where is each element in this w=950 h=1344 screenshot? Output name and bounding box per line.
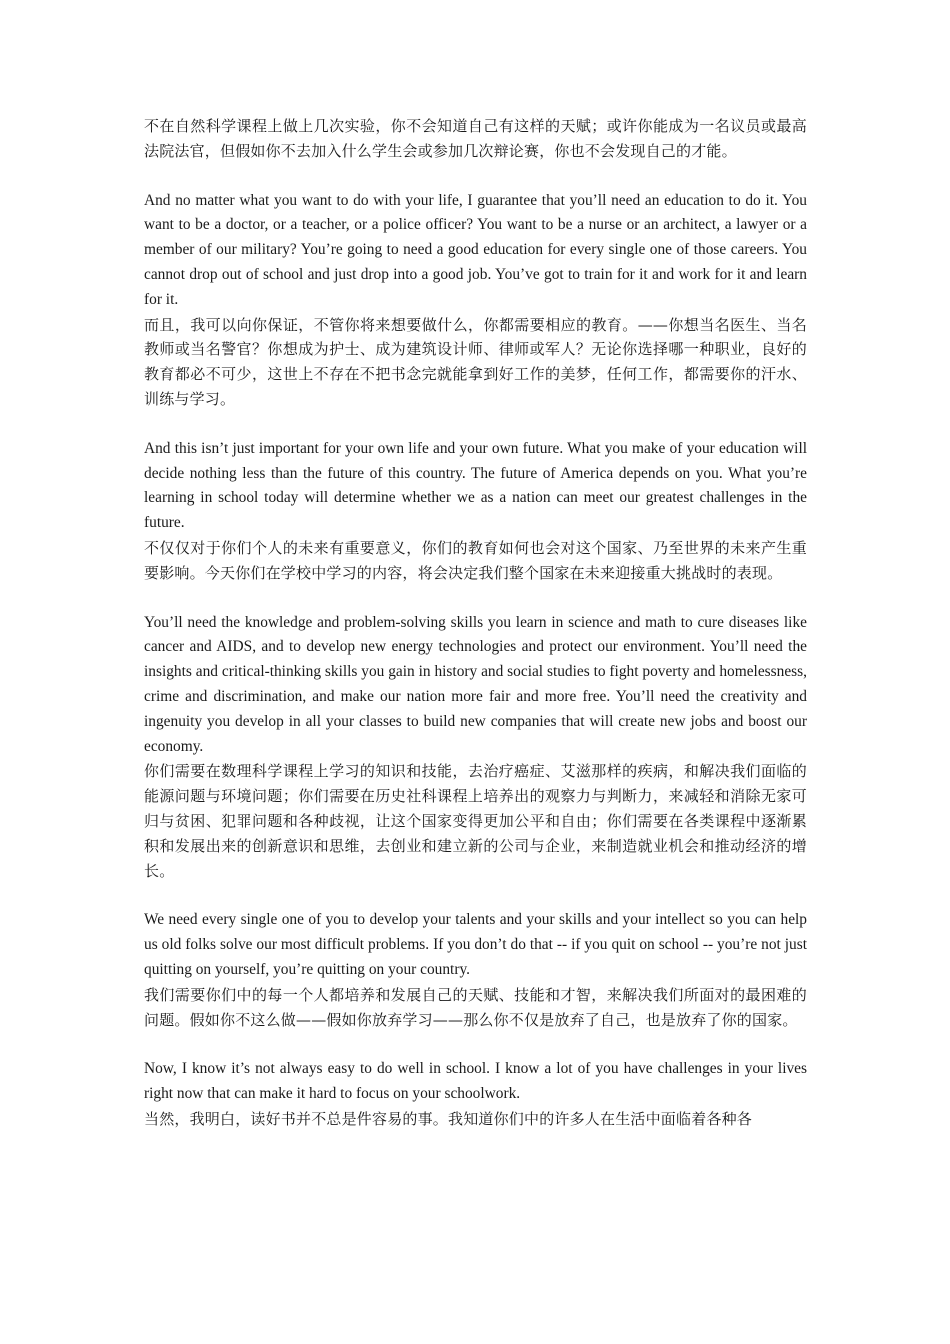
paragraph-english: We need every single one of you to develop your talents and your skills and your intellect so you can help us old folks solve our most difficult problems. If you don’t do that -- if you quit on school -- you’re not just quitting on yourself, you’re quitting on your country. [144,911,807,978]
paragraph-block-5 [144,908,807,1032]
paragraph-block-4 [144,611,807,884]
paragraph-english: And no matter what you want to do with your life, I guarantee that you’ll need an education to do it. You want to be a doctor, or a teacher, or a police officer? You want to be a nurse or an architect, a lawyer or a member of our military? You’re going to need a good education for every single one of those careers. You cannot drop out of school and just drop into a good job. You’ve got to train for it and work for it and learn for it. [144,191,807,308]
paragraph-english: You’ll need the knowledge and problem-solving skills you learn in science and math to cure diseases like cancer and AIDS, and to develop new energy technologies and protect our environment. You’ll need the insights and critical-thinking skills you gain in history and social studies to fight poverty and homelessness, crime and discrimination, and make our nation more fair and more free. You’ll need the creativity and ingenuity you develop in all your classes to build new companies that will create new jobs and boost our economy. [144,613,807,755]
paragraph-english: Now, I know it’s not always easy to do well in school. I know a lot of you have challenges in your lives right now that can make it hard to focus on your schoolwork. [144,1060,807,1103]
paragraph-chinese: 不仅仅对于你们个人的未来有重要意义，你们的教育如何也会对这个国家、乃至世界的未来产生重要影响。今天你们在学校中学习的内容，将会决定我们整个国家在未来迎接重大挑战时的表现。 [144,538,807,582]
paragraph-block-1 [144,114,807,164]
paragraph-chinese: 你们需要在数理科学课程上学习的知识和技能，去治疗癌症、艾滋那样的疾病，和解决我们面临的能源问题与环境问题；你们需要在历史社科课程上培养出的观察力与判断力，来减轻和消除无家可归与贫困、犯罪问题和各种歧视，让这个国家变得更加公平和自由；你们需要在各类课程中逐渐累积和发展出来的创新意识和思维，去创业和建立新的公司与企业，来制造就业机会和推动经济的增长。 [144,762,807,880]
paragraph-block-3 [144,437,807,586]
paragraph-chinese: 我们需要你们中的每一个人都培养和发展自己的天赋、技能和才智，来解决我们所面对的最困难的问题。假如你不这么做——假如你放弃学习——那么你不仅是放弃了自己，也是放弃了你的国家。 [144,985,807,1029]
paragraph-english: And this isn’t just important for your own life and your own future. What you make of your education will decide nothing less than the future of this country. The future of America depends on you. What you’re learning in school today will determine whether we as a nation can meet our greatest challenges in the future. [144,439,807,532]
paragraph-block-6 [144,1057,807,1131]
paragraph-chinese: 而且，我可以向你保证，不管你将来想要做什么，你都需要相应的教育。——你想当名医生、当名教师或当名警官？你想成为护士、成为建筑设计师、律师或军人？无论你选择哪一种职业，良好的教育都必不可少，这世上不存在不把书念完就能拿到好工作的美梦，任何工作，都需要你的汗水、训练与学习。 [144,315,807,408]
paragraph-chinese: 当然，我明白，读好书并不总是件容易的事。我知道你们中的许多人在生活中面临着各种各 [144,1109,753,1128]
document-page [144,114,807,1157]
paragraph-block-2 [144,189,807,412]
paragraph-chinese: 不在自然科学课程上做上几次实验，你不会知道自己有这样的天赋；或许你能成为一名议员或最高法院法官，但假如你不去加入什么学生会或参加几次辩论赛，你也不会发现自己的才能。 [144,117,807,160]
